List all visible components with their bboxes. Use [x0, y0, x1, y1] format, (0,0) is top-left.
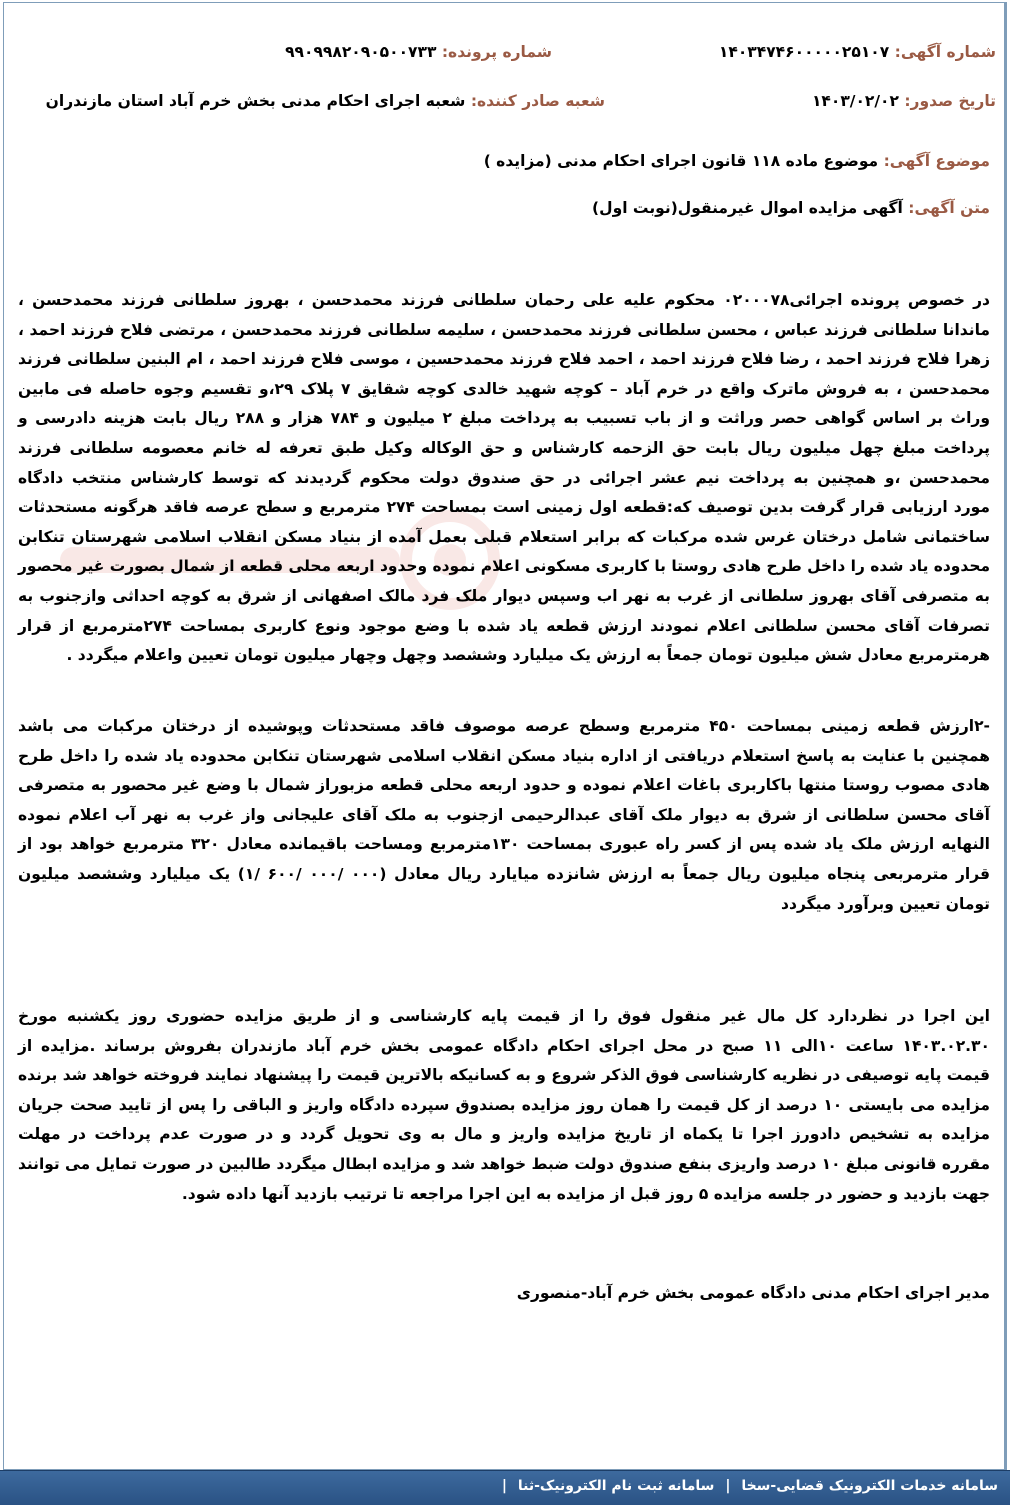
paragraph-line: تومان تعیین وبرآورد میگردد: [781, 894, 990, 913]
text-title: آگهی مزایده اموال غیرمنقول(نوبت اول): [592, 199, 903, 217]
paragraph-line: در خصوص پرونده اجرائی۰۲۰۰۰۷۸ محکوم علیه علی رحمان سلطانی فرزند محمدحسن ، بهروز سلطانی فرزند محمدحسن ،: [18, 291, 990, 309]
footer-link-sakha[interactable]: سامانه خدمات الکترونیک قضایی-سخا: [741, 1478, 998, 1494]
text-title-field: [592, 199, 990, 217]
paragraph-line: همچنین با عنایت به پاسخ استعلام دریافتی از اداره بنیاد مسکن انقلاب اسلامی شهرستان تنکابن محدوده یاد شده را داخل طرح: [18, 746, 990, 765]
paragraph-line: هادی مصوب روستا منتها باکاربری باغات اعلام نموده و حدود اربعه محلی قطعه مزبوراز شمال با وضع غیر محصور به متصرفی: [18, 776, 990, 795]
paragraph-line: مزایده می بایستی ۱۰ درصد از کل قیمت را همان روز مزایده بصندوق سپرده دادگاه واریز و الباقی را پس از تایید صحت جریان: [18, 1095, 990, 1114]
paragraph-line: مقرره قانونی مبلغ ۱۰ درصد واریزی بنفع صندوق دولت ضبط خواهد شد و مزایده ابطال میگردد طالبین در صورت تمایل می توانند: [18, 1154, 990, 1173]
issuing-branch-field: [46, 92, 605, 110]
issuing-branch: شعبه اجرای احکام مدنی بخش خرم آباد استان مازندران: [45, 92, 466, 110]
notice-number: ۱۴۰۳۴۷۴۶۰۰۰۰۰۲۵۱۰۷: [718, 43, 890, 61]
signature-text: مدیر اجرای احکام مدنی دادگاه عمومی بخش خرم آباد-منصوری: [516, 1284, 990, 1302]
paragraph-line: به متصرفی آقای بهروز سلطانی از غرب به نهر اب وسپس دیوار ملک فرد مالک اصفهانی از شرق به کوچه احداثی وازجنوب به: [18, 586, 990, 605]
paragraph-line: ۱۴۰۳.۰۲.۳۰ ساعت ۱۰الی ۱۱ صبح در محل اجرای احکام دادگاه عمومی بخش خرم آباد مازندران بفروش برساند .مزایده از: [18, 1036, 990, 1055]
notice-number-field: [719, 43, 996, 61]
issue-date-label: تاریخ صدور:: [904, 92, 996, 110]
paragraph-line: محدوده یاد شده را داخل طرح هادی روستا با کاربری مسکونی اعلام نموده وحدود اربعه محلی قطعه از شمال بصورت غیر محصور: [18, 557, 990, 576]
case-number: ۹۹۰۹۹۸۲۰۹۰۵۰۰۷۳۳: [285, 43, 437, 61]
issue-date-field: [812, 92, 996, 110]
paragraph-line: ماندانا سلطانی فرزند عباس ، محسن سلطانی فرزند محمدحسن ، سلیمه سلطانی فرزند محمدحسن ، مرتضی فلاح فرزند احمد ،: [18, 320, 990, 339]
paragraph-line: آقای محسن سلطانی از شرق به دیوار ملک آقای عبدالرحیمی ازجنوب به ملک آقای علیجانی واز غرب به نهر آب اعلام نموده: [18, 805, 990, 824]
footer-bar: [0, 1470, 1010, 1505]
paragraph-line: پرداخت مبلغ چهل میلیون ریال بابت حق الزحمه کارشناس و حق الوکاله وکیل طبق تعرفه له خانم معصومه سلطانی فرزند: [18, 438, 990, 457]
paragraph-3: [18, 1002, 990, 1209]
text-label: متن آگهی:: [908, 199, 990, 217]
paragraph-line: محمدحسن ، به فروش ماترک واقع در خرم آباد – کوچه شهید خالدی کوچه شقایق ۷ پلاک ۲۹،و تقسیم وجوه حاصله فی مابین: [18, 379, 990, 398]
signature: [517, 1284, 990, 1302]
paragraph-line: قرار مترمربعی پنجاه میلیون ریال جمعاً به ارزش شانزده میایارد ریال معادل (۰۰۰ /۰۰۰ /۶۰۰ /۱) یک میلیارد وششصد میلیون: [18, 864, 991, 883]
paragraph-line: هرمترمربع معادل شش میلیون تومان جمعاً به ارزش یک میلیارد وششصد وچهل وچهار میلیون تومان تعیین واعلام میگردد .: [66, 646, 990, 665]
paragraph-line: -۲ارزش قطعه زمینی بمساحت ۴۵۰ مترمربع وسطح عرصه موصوف فاقد مستحدثات وپوشیده از درختان مرکبات می باشد: [18, 717, 990, 735]
case-number-field: [285, 43, 552, 61]
notice-number-label: شماره آگهی:: [894, 43, 996, 61]
paragraph-line: وراث بر اساس گواهی حصر وراثت و از باب تسبیب به پرداخت مبلغ ۲ میلیون و ۷۸۴ هزار و ۲۸۸ ریال بابت هزینه دادرسی و: [18, 409, 990, 428]
paragraph-line: النهایه ارزش ملک یاد شده پس از کسر راه عبوری بمساحت ۱۳۰مترمربع ومساحت باقیمانده معادل ۳۲۰ مترمربع خواهد بود از: [18, 835, 990, 854]
paragraph-line: تصرفات آقای محسن سلطانی اعلام نمودند ارزش قطعه یاد شده با وضع موجود ونوع کاربری بمساحت ۲۷۴مترمربع از قرار: [18, 616, 990, 635]
case-number-label: شماره پرونده:: [441, 43, 552, 61]
footer-separator: |: [501, 1478, 507, 1494]
paragraph-2: [18, 712, 990, 919]
subject-label: موضوع آگهی:: [883, 152, 990, 170]
paragraph-1: [18, 286, 990, 671]
paragraph-line: این اجرا در نظردارد کل مال غیر منقول فوق را از قیمت پایه کارشناسی و از طریق مزایده حضوری روز یکشنبه مورخ: [18, 1007, 990, 1025]
paragraph-line: زهرا فلاح فرزند احمد ، رضا فلاح فرزند احمد ، احمد فلاح فرزند محمدحسین ، موسی فلاح فرزند احمد ، ام البنین سلطانی فرزند: [18, 350, 990, 369]
paragraph-line: مزایده به تشخیص دادورز اجرا تا یکماه از تاریخ مزایده واریز و مال به وی تحویل گردد و در صورت عدم پرداخت در مهلت: [18, 1125, 990, 1144]
footer-separator: |: [725, 1478, 731, 1494]
subject-field: [484, 152, 990, 170]
paragraph-line: محمدحسن ،و همچنین به پرداخت نیم عشر اجرائی در حق صندوق دولت محکوم گردیدند که توسط کارشناس منتخب دادگاه: [18, 468, 990, 487]
issue-date: ۱۴۰۳/۰۲/۰۲: [811, 92, 899, 110]
paragraph-line: مورد ارزیابی قرار گرفت بدین توصیف که:قطعه اول زمینی است بمساحت ۲۷۴ مترمربع و سطح عرصه فاقد هرگونه مستحدثات: [18, 498, 990, 517]
paragraph-line: جهت بازدید و حضور در جلسه مزایده ۵ روز قبل از مزایده به این اجرا مراجعه تا ترتیب بازدید آنها داده شود.: [181, 1184, 990, 1203]
subject: موضوع ماده ۱۱۸ قانون اجرای احکام مدنی (مزایده ): [483, 152, 879, 170]
paragraph-line: قیمت پایه توصیفی در نظریه کارشناسی فوق الذکر شروع و به کسانیکه بالاترین قیمت را پیشنهاد نمایند فروخته خواهد شد برنده: [18, 1066, 990, 1085]
paragraph-line: ساختمانی شامل درختان غرس شده مرکبات که برابر استعلام قبلی بعمل آمده از بنیاد مسکن انقلاب اسلامی شهرستان تنکابن: [18, 527, 990, 546]
footer-link-sana[interactable]: سامانه ثبت نام الکترونیک-ثنا: [517, 1478, 715, 1494]
footer-links: [496, 1478, 998, 1494]
issuing-branch-label: شعبه صادر کننده:: [470, 92, 605, 110]
